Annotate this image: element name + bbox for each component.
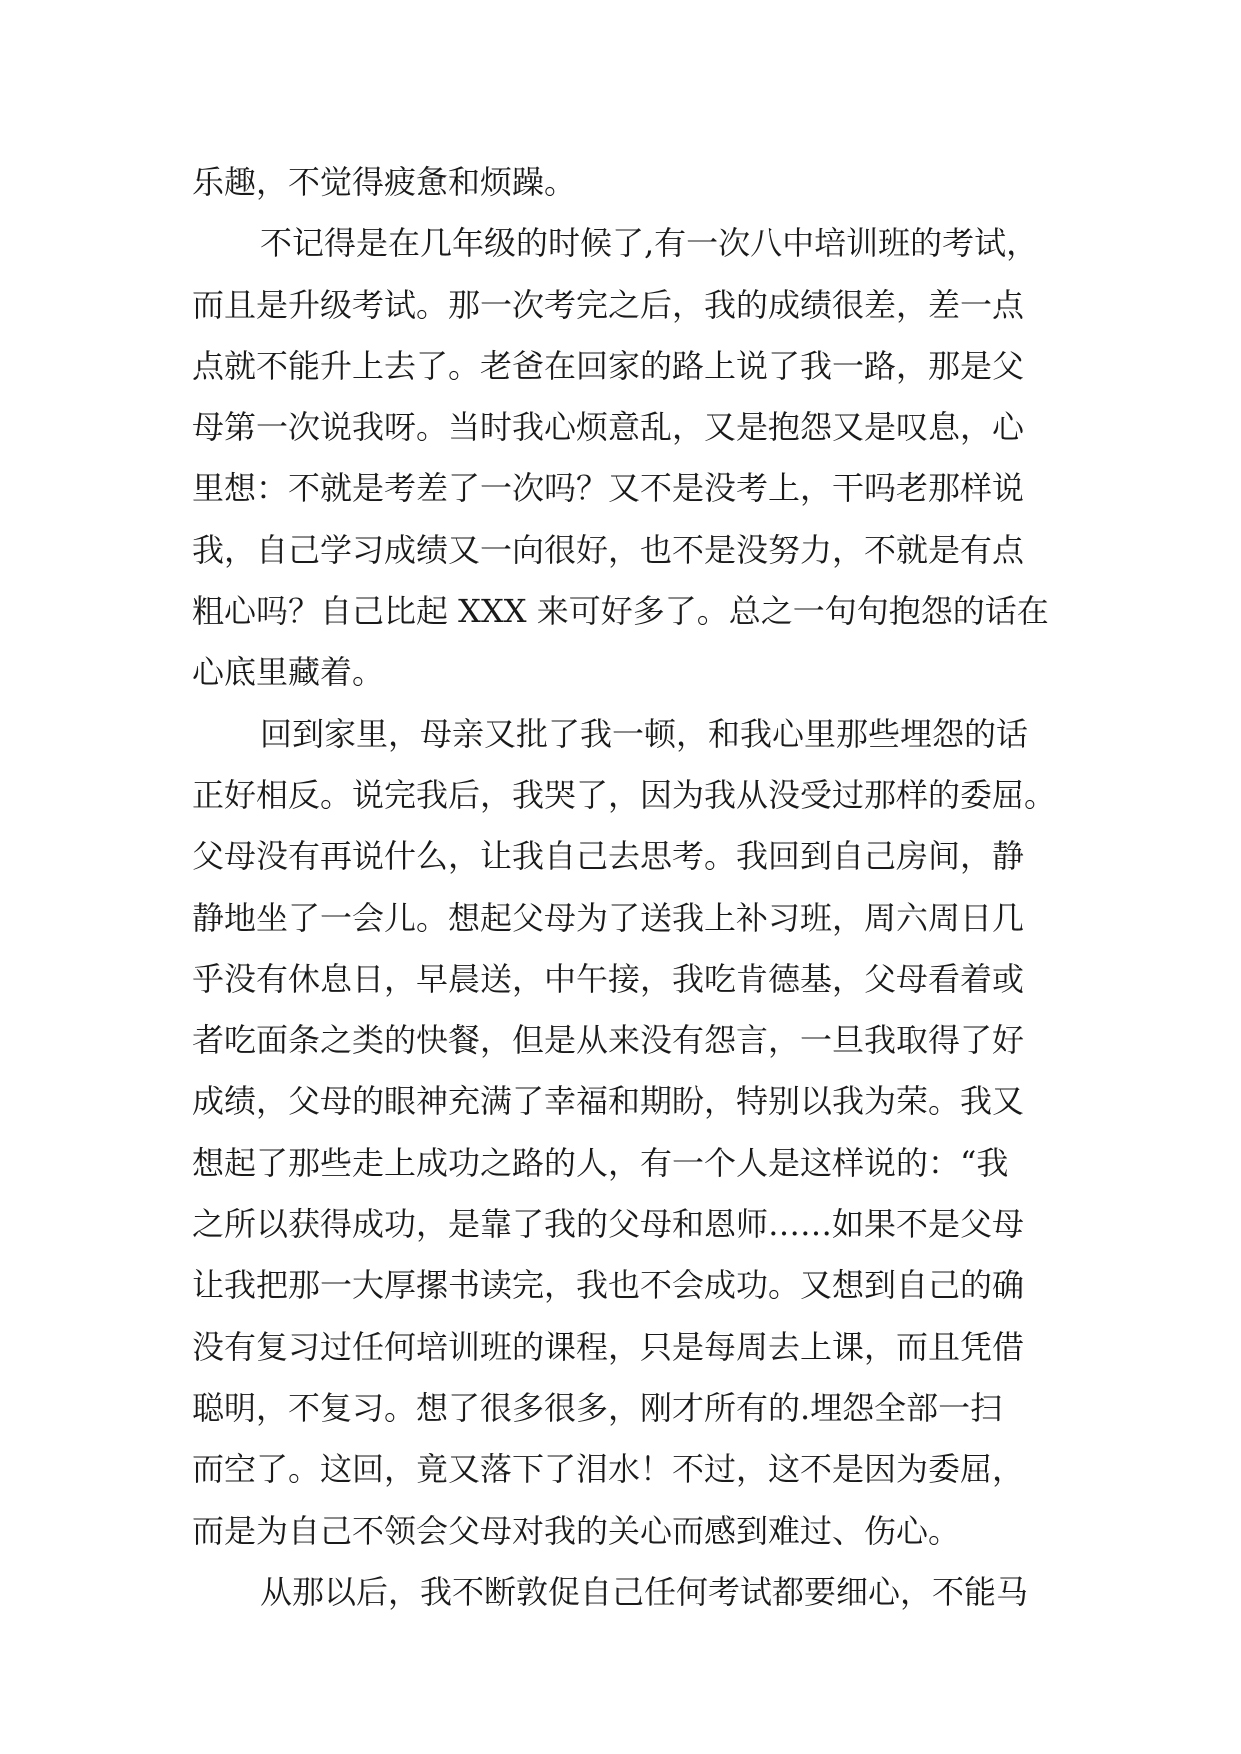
text-line: 乐趣，不觉得疲惫和烦躁。 bbox=[192, 163, 577, 201]
text-line: 粗心吗？自己比起 XXX 来可好多了。总之一句句抱怨的话在 bbox=[192, 592, 1049, 631]
text-line: 而且是升级考试。那一次考完之后，我的成绩很差，差一点 bbox=[192, 285, 1025, 324]
text-line: 我，自己学习成绩又一向很好，也不是没努力，不就是有点 bbox=[192, 530, 1025, 569]
text-line: 聪明，不复习。想了很多很多，刚才所有的.埋怨全部一扫 bbox=[192, 1388, 1003, 1427]
text-line: 乎没有休息日，早晨送，中午接，我吃肯德基，父母看着或 bbox=[192, 959, 1025, 998]
document-body bbox=[192, 152, 1092, 1623]
text-line: 让我把那一大厚摞书读完，我也不会成功。又想到自己的确 bbox=[192, 1266, 1025, 1305]
text-line: 静地坐了一会儿。想起父母为了送我上补习班，周六周日几 bbox=[192, 898, 1025, 937]
text-line: 成绩，父母的眼神充满了幸福和期盼，特别以我为荣。我又 bbox=[192, 1082, 1025, 1121]
text-line: 点就不能升上去了。老爸在回家的路上说了我一路，那是父 bbox=[192, 346, 1025, 385]
text-line: 之所以获得成功，是靠了我的父母和恩师……如果不是父母 bbox=[192, 1205, 1025, 1244]
text-line: 没有复习过任何培训班的课程，只是每周去上课，而且凭借 bbox=[192, 1327, 1025, 1366]
text-line: 者吃面条之类的快餐，但是从来没有怨言，一旦我取得了好 bbox=[192, 1021, 1025, 1060]
text-line: 母第一次说我呀。当时我心烦意乱，又是抱怨又是叹息，心 bbox=[192, 408, 1025, 447]
text-line: 父母没有再说什么，让我自己去思考。我回到自己房间，静 bbox=[192, 837, 1025, 876]
text-line: 而空了。这回，竟又落下了泪水！不过，这不是因为委屈， bbox=[192, 1450, 1025, 1489]
text-line: 想起了那些走上成功之路的人，有一个人是这样说的：“我 bbox=[192, 1143, 1009, 1182]
text-line: 心底里藏着。 bbox=[192, 653, 385, 692]
text-line: 里想：不就是考差了一次吗？又不是没考上，干吗老那样说 bbox=[192, 469, 1025, 508]
text-line: 从那以后，我不断敦促自己任何考试都要细心，不能马 bbox=[260, 1572, 1029, 1611]
text-line: 不记得是在几年级的时候了,有一次八中培训班的考试， bbox=[260, 224, 1039, 263]
text-line: 正好相反。说完我后，我哭了，因为我从没受过那样的委屈。 bbox=[192, 775, 1057, 814]
text-line: 而是为自己不领会父母对我的关心而感到难过、伤心。 bbox=[192, 1511, 961, 1550]
text-line: 回到家里，母亲又批了我一顿，和我心里那些埋怨的话 bbox=[260, 714, 1029, 753]
